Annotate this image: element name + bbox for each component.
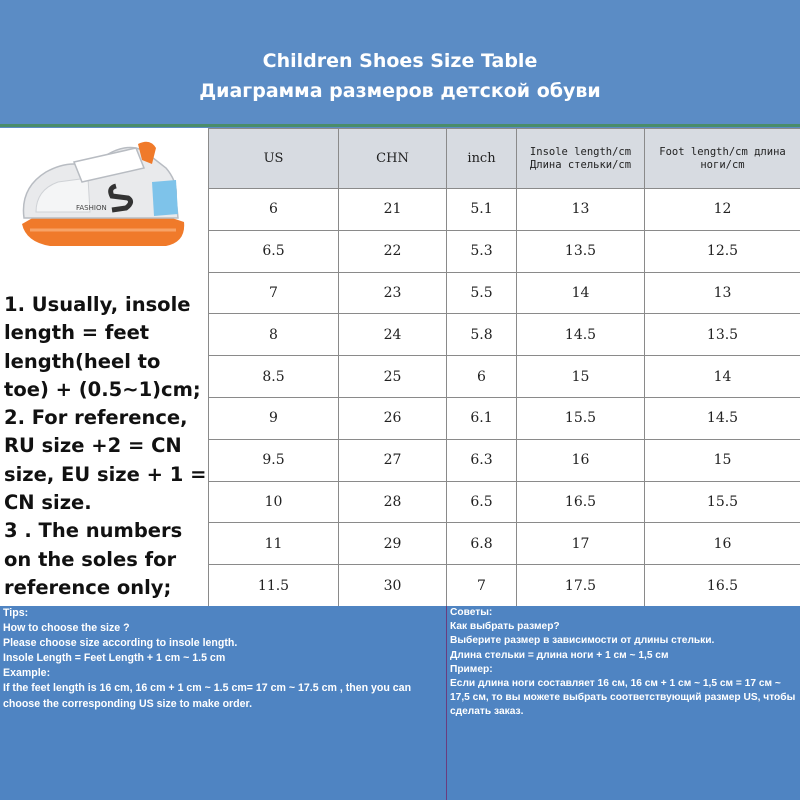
table-cell: 30 xyxy=(339,565,447,607)
tip-line: Длина стельки = длина ноги + 1 см ~ 1,5 см xyxy=(450,649,669,661)
table-cell: 6.5 xyxy=(447,481,517,523)
table-row xyxy=(209,523,800,565)
note-item: 3 . The numbers on the soles for reference only; xyxy=(4,519,183,599)
shoe-text: FASHION xyxy=(76,204,107,212)
table-cell: 14.5 xyxy=(645,397,800,439)
table-cell: 13 xyxy=(645,272,800,314)
table-cell: 29 xyxy=(339,523,447,565)
table-cell: 6.1 xyxy=(447,397,517,439)
table-cell: 16 xyxy=(517,439,645,481)
table-cell: 14 xyxy=(645,356,800,398)
table-cell: 6 xyxy=(447,356,517,398)
title-english: Children Shoes Size Table xyxy=(262,50,538,72)
note-item: 1. Usually, insole length = feet length(heel to toe) + (0.5~1)cm; xyxy=(4,293,201,401)
table-cell: 8.5 xyxy=(209,356,339,398)
tips-russian xyxy=(447,606,800,800)
header-insole-length: Insole length/cm Длина стельки/cm xyxy=(517,129,645,189)
tip-line: Если длина ноги составляет 16 см, 16 см + 1 см ~ 1,5 см = 17 см ~ 17,5 см, то вы можете выбрать соответствующий размер US, чтобы сделать заказ. xyxy=(450,678,799,718)
table-cell: 22 xyxy=(339,230,447,272)
tip-line: Please choose size according to insole length. xyxy=(3,637,238,650)
table-row xyxy=(209,230,800,272)
table-cell: 12.5 xyxy=(645,230,800,272)
tip-line: How to choose the size ? xyxy=(3,622,130,635)
tip-line: Пример: xyxy=(450,663,493,675)
table-row xyxy=(209,565,800,607)
table-cell: 16.5 xyxy=(517,481,645,523)
table-row xyxy=(209,189,800,231)
note-item: 2. For reference, RU size +2 = CN size, EU size + 1 = CN size. xyxy=(4,406,207,515)
table-cell: 23 xyxy=(339,272,447,314)
table-row xyxy=(209,356,800,398)
tip-line: Советы: xyxy=(450,607,493,618)
table-cell: 15.5 xyxy=(645,481,800,523)
table-cell: 6 xyxy=(209,189,339,231)
header-banner xyxy=(0,0,800,128)
table-cell: 6.5 xyxy=(209,230,339,272)
table-cell: 11 xyxy=(209,523,339,565)
tip-line: Tips: xyxy=(3,607,29,619)
table-cell: 13.5 xyxy=(645,314,800,356)
table-row xyxy=(209,397,800,439)
table-cell: 11.5 xyxy=(209,565,339,607)
table-cell: 26 xyxy=(339,397,447,439)
table-cell: 10 xyxy=(209,481,339,523)
size-table xyxy=(208,128,800,607)
table-cell: 17.5 xyxy=(517,565,645,607)
table-cell: 9 xyxy=(209,397,339,439)
table-cell: 28 xyxy=(339,481,447,523)
table-cell: 14 xyxy=(517,272,645,314)
child-sneaker-icon xyxy=(16,138,192,256)
title-russian: Диаграмма размеров детской обуви xyxy=(199,80,601,102)
table-cell: 12 xyxy=(645,189,800,231)
info-panel xyxy=(0,128,208,606)
table-row xyxy=(209,481,800,523)
tip-line: Как выбрать размер? xyxy=(450,621,560,633)
tip-line: Example: xyxy=(3,667,51,680)
table-cell: 7 xyxy=(209,272,339,314)
table-cell: 27 xyxy=(339,439,447,481)
header-chn: CHN xyxy=(339,129,447,189)
size-notes xyxy=(4,291,208,602)
table-cell: 16.5 xyxy=(645,565,800,607)
table-cell: 5.3 xyxy=(447,230,517,272)
tips-english xyxy=(0,606,446,800)
table-cell: 13 xyxy=(517,189,645,231)
table-cell: 9.5 xyxy=(209,439,339,481)
tip-line: Выберите размер в зависимости от длины стельки. xyxy=(450,635,715,647)
table-cell: 17 xyxy=(517,523,645,565)
table-cell: 14.5 xyxy=(517,314,645,356)
table-cell: 16 xyxy=(645,523,800,565)
table-row xyxy=(209,272,800,314)
table-cell: 7 xyxy=(447,565,517,607)
size-table-container xyxy=(208,128,800,606)
header-foot-length: Foot length/cm длина ноги/cm xyxy=(645,129,800,189)
table-cell: 5.5 xyxy=(447,272,517,314)
table-cell: 15.5 xyxy=(517,397,645,439)
table-cell: 5.8 xyxy=(447,314,517,356)
header-us: US xyxy=(209,129,339,189)
table-cell: 25 xyxy=(339,356,447,398)
table-cell: 15 xyxy=(517,356,645,398)
table-cell: 5.1 xyxy=(447,189,517,231)
header-divider xyxy=(0,124,800,127)
header-inch: inch xyxy=(447,129,517,189)
table-row xyxy=(209,439,800,481)
tip-line: Insole Length = Feet Length + 1 cm ~ 1.5 cm xyxy=(3,652,226,665)
table-cell: 21 xyxy=(339,189,447,231)
table-cell: 15 xyxy=(645,439,800,481)
table-cell: 6.3 xyxy=(447,439,517,481)
table-cell: 8 xyxy=(209,314,339,356)
tip-line: If the feet length is 16 cm, 16 cm + 1 cm ~ 1.5 cm= 17 cm ~ 17.5 cm , then you can choose the corresponding US size to make order. xyxy=(3,682,414,710)
table-cell: 13.5 xyxy=(517,230,645,272)
table-header-row xyxy=(209,129,800,189)
table-cell: 6.8 xyxy=(447,523,517,565)
table-row xyxy=(209,314,800,356)
table-cell: 24 xyxy=(339,314,447,356)
